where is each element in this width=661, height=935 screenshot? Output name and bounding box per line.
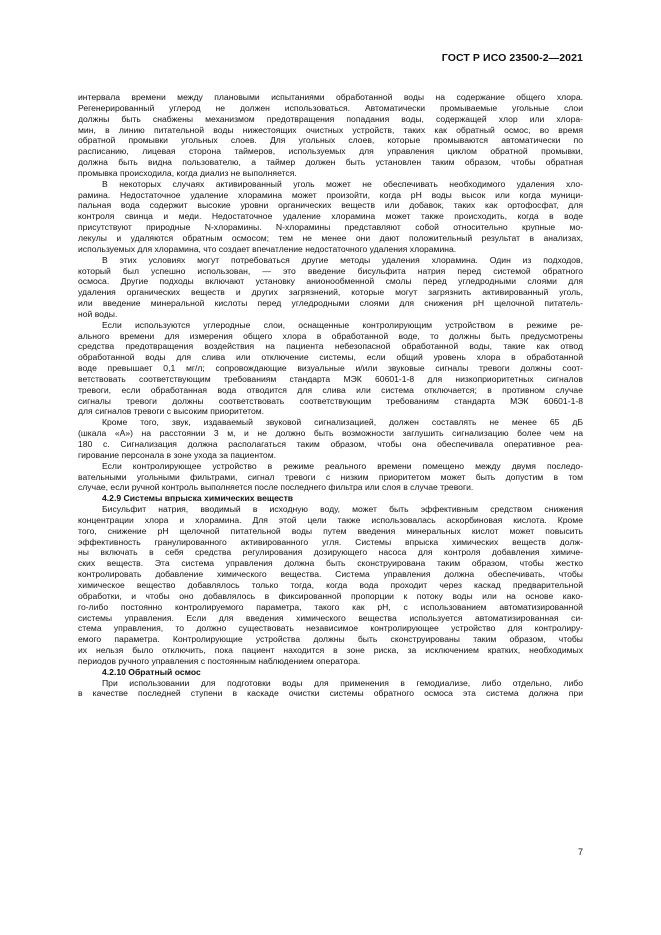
text-line: используемых для хлорамина, что создает впечатление недостаточного удаления хлорамина.: [78, 243, 457, 254]
text-line: ны включать в себя средства регулирования дозирующего насоса для контроля добавления химиче-: [78, 547, 583, 558]
text-line: ских веществ. Эта система управления должна быть сконструирована таким образом, чтобы жестко: [78, 558, 583, 569]
text-line: 180 с. Сигнализация должна располагаться таким образом, чтобы она обеспечивала оперативное реа-: [78, 439, 583, 449]
text-line: В этих условиях могут потребоваться другие методы удаления хлорамина. Один из подходов,: [102, 254, 583, 265]
text-line: того, снижение pH щелочной питательной воды путем введения минеральных кислот может повысить: [78, 525, 583, 536]
text-line: который был успешно использован, — это введение бисульфита натрия перед системой обратного: [78, 265, 583, 276]
text-line: промывка происходила, когда диализ не выполняется.: [78, 167, 297, 178]
text-line: средства предотвращения воздействия на пациента небезопасной обработанной воды, такие как отвод: [78, 341, 583, 352]
text-line: лекулы и удаляются обратным осмосом; тем не менее они дают положительный результат в анализах,: [78, 232, 583, 243]
section-heading: 4.2.9 Системы впрыска химических веществ: [102, 493, 294, 504]
text-line: сигналы тревоги должны соответствовать соответствующим требованиям стандарта МЭК 60601-1-8: [78, 395, 583, 406]
text-line: Если используются углеродные слои, оснащенные контролирующим устройством в режиме ре-: [102, 319, 583, 330]
text-line: расписанию, лицевая сторона таймеров, используемых для управления циклом обратной промывки,: [78, 146, 583, 157]
text-line: их нельзя было отключить, пока пациент находится в зоне риска, за исключением кратких, необходимых: [78, 645, 583, 656]
text-line: (шкала «A») на расстоянии 3 м, и не должно быть возможности заглушить сигнализацию более чем на: [78, 428, 583, 439]
text-line: гирование персонала в зоне ухода за пациентом.: [78, 449, 277, 460]
text-line: интервала времени между плановыми испытаниями обработанной воды на содержание общего хлора.: [78, 92, 583, 102]
text-line: пальная вода содержит высокие уровни органических веществ или добавок, таких как ортофосфат, для: [78, 200, 583, 211]
text-line: для сигналов тревоги с высоким приоритетом.: [78, 406, 265, 417]
text-line: Если контролирующее устройство в режиме реального времени помещено между двумя последо-: [102, 460, 583, 471]
text-line: концентрации хлора и хлорамина. Для этой цели также использовалась аскорбиновая кислота. Кроме: [78, 514, 583, 525]
text-line: ального времени для измерения общего хлора в обработанной воде, то должны быть предусмотрены: [78, 330, 583, 341]
text-line: обработки, и чтобы оно добавлялось в фиксированной пропорции к потоку воды или на основе како-: [78, 590, 583, 601]
text-line: ветствовать соответствующим требованиям стандарта МЭК 60601-1-8 для низкоприоритетных сигналов: [78, 373, 583, 384]
text-line: в качестве последней ступени в каскаде очистки системы обратного осмоса эта система должна при: [78, 688, 583, 699]
text-line: ной воды.: [78, 308, 118, 319]
text-line: воде превышает 0,1 мг/л; сопровождающие визуальные и/или звуковые сигналы тревоги должны соот-: [78, 363, 583, 374]
document-body: [78, 92, 583, 699]
text-line: эффективность гранулированного активированного угля. Системы впрыска химических веществ долж-: [78, 536, 583, 547]
text-line: присутствуют природные N-хлорамины. N-хлорамины представляют собой относительно крупные мо-: [78, 222, 583, 233]
text-line: мин, в линию питательной воды нижестоящих очистных устройств, таких как обратный осмос, во время: [78, 124, 583, 135]
text-line: случае, если ручной контроль выполняется после последнего фильтра или слоя в случае тревоги.: [78, 482, 474, 493]
text-line: Кроме того, звук, издаваемый звуковой сигнализацией, должен составлять не менее 65 дБ: [102, 417, 583, 428]
text-line: обратной промывки угольных слоев. Для угольных слоев, которые промываются автоматически по: [78, 135, 583, 146]
text-line: стема управления, то должно существовать независимое контролирующее устройство для контролиру-: [78, 623, 583, 634]
text-line: вательными угольными фильтрами, сигнал тревоги с низким приоритетом может быть допустим в том: [78, 471, 583, 482]
section-heading: 4.2.10 Обратный осмос: [102, 666, 201, 677]
text-line: В некоторых случаях активированный уголь может не обеспечивать необходимого удаления хло-: [102, 178, 583, 189]
text-line: удаления органических веществ и других загрязнений, которые могут загрязнить активированный уголь,: [78, 287, 583, 298]
text-line: или введение минеральной кислоты перед угледродными слоями для снижения pH щелочной питатель-: [78, 298, 583, 309]
text-line: химическое вещество добавлялось только тогда, когда вода проходит через каскад предварительной: [78, 579, 583, 590]
text-line: емого параметра. Контролирующие устройства должны быть сконструированы таким образом, чтобы: [78, 634, 583, 645]
document-header: ГОСТ Р ИСО 23500-2—2021: [441, 52, 583, 64]
text-line: При использовании для подготовки воды для применения в гемодиализе, либо отдельно, либо: [102, 677, 583, 688]
text-line: контролировать добавление химического вещества. Система управления должна обеспечивать, чтобы: [78, 569, 583, 580]
page-number: 7: [577, 847, 583, 857]
text-line: го-либо постоянно контролируемого параметра, такого как pH, с использованием автоматизированной: [78, 601, 583, 612]
text-line: контроля свинца и меди. Недостаточное удаление хлорамина может также происходить, когда в воде: [78, 211, 583, 222]
text-line: Регенерированный углерод не должен использоваться. Автоматически промываемые угольные слои: [78, 102, 583, 113]
text-line: периодов ручного управления с постоянным наблюдением оператора.: [78, 655, 361, 666]
text-line: системы управления. Если для введения химического вещества используется автоматизированная си-: [78, 612, 583, 623]
text-line: Бисульфит натрия, вводимый в исходную воду, может быть эффективным средством снижения: [102, 504, 583, 515]
text-line: обработанной воды для слива или отключение системы, если общий уровень хлора в обработанной: [78, 352, 583, 363]
text-line: должна быть видна пользователю, а таймер должен быть установлен таким образом, чтобы обратная: [78, 157, 583, 168]
text-line: должны быть снабжены механизмом предотвращения попадания воды, содержащей хлор или хлора-: [78, 113, 583, 124]
text-line: рамина. Недостаточное удаление хлорамина может произойти, когда pH воды высок или когда муници-: [78, 189, 583, 200]
text-line: тревоги, если обработанная вода отводится для слива или система отключается; в противном случае: [78, 384, 583, 395]
text-line: осмоса. Другие подходы включают установку анионообменной смолы перед угледродными слоями для: [78, 276, 583, 287]
